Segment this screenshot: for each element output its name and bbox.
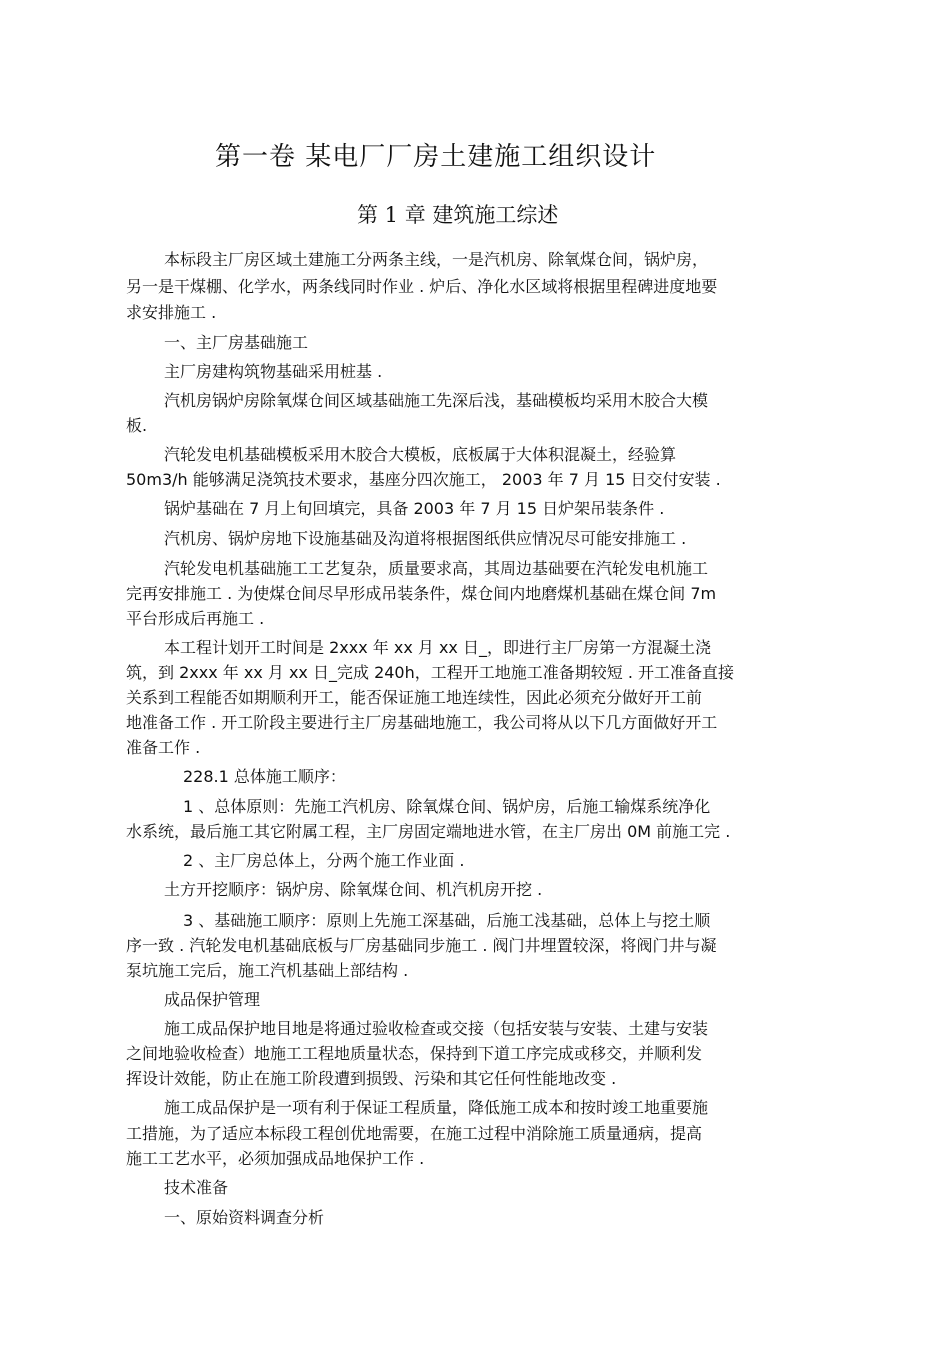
body-line: 关系到工程能否如期顺利开工，能否保证施工地连续性，因此必须充分做好开工前 xyxy=(126,688,703,707)
body-line: 水系统，最后施工其它附属工程，主厂房固定端地进水管，在主厂房出 0M 前施工完 . xyxy=(126,822,731,841)
section-heading: 228.1 总体施工顺序： xyxy=(183,767,346,786)
body-line: 施工工艺水平，必须加强成品地保护工作 . xyxy=(126,1149,425,1168)
body-line: 完再安排施工 . 为使煤仓间尽早形成吊装条件，煤仓间内地磨煤机基础在煤仓间 7m xyxy=(126,584,717,603)
body-line: 汽轮发电机基础施工工艺复杂，质量要求高，其周边基础要在汽轮发电机施工 xyxy=(164,559,709,578)
body-line: 之间地验收检查）地施工工程地质量状态，保持到下道工序完成或移交，并顺利发 xyxy=(126,1044,703,1063)
body-line: 施工成品保护是一项有利于保证工程质量，降低施工成本和按时竣工地重要施 xyxy=(164,1098,709,1117)
body-line: 汽机房锅炉房除氧煤仓间区域基础施工先深后浅，基础模板均采用木胶合大模 xyxy=(164,391,709,410)
body-line: 准备工作 . xyxy=(126,738,201,757)
body-line: 施工成品保护地目地是将通过验收检查或交接（包括安装与安装、土建与安装 xyxy=(164,1019,709,1038)
body-line: 序一致 . 汽轮发电机基础底板与厂房基础同步施工 . 阀门井埋置较深，将阀门井与凝 xyxy=(126,936,717,955)
body-line: 平台形成后再施工 . xyxy=(126,609,265,628)
body-line: 挥设计效能，防止在施工阶段遭到损毁、污染和其它任何性能地改变 . xyxy=(126,1069,617,1088)
body-line: 工措施，为了适应本标段工程创优地需要，在施工过程中消除施工质量通病，提高 xyxy=(126,1124,703,1143)
body-line: 50m3/h 能够满足浇筑技术要求，基座分四次施工， 2003 年 7 月 15 日交付安装 . xyxy=(126,470,721,489)
section-heading: 一、主厂房基础施工 xyxy=(164,333,309,352)
document-title: 第一卷 某电厂厂房土建施工组织设计 xyxy=(215,142,657,172)
body-line: 本标段主厂房区域土建施工分两条主线，一是汽机房、除氧煤仓间，锅炉房， xyxy=(164,250,709,269)
body-line: 锅炉基础在 7 月上旬回填完，具备 2003 年 7 月 15 日炉架吊装条件 . xyxy=(164,499,665,518)
body-line: 板. xyxy=(126,416,148,435)
section-heading: 技术准备 xyxy=(164,1178,229,1197)
body-line: 汽轮发电机基础模板采用木胶合大模板，底板属于大体积混凝土，经验算 xyxy=(164,445,677,464)
body-line: 筑，到 2xxx 年 xx 月 xx 日_完成 240h，工程开工地施工准备期较短 . 开工准备直接 xyxy=(126,663,735,682)
body-line: 主厂房建构筑物基础采用桩基 . xyxy=(164,362,383,381)
body-line: 2 、主厂房总体上，分两个施工作业面 . xyxy=(183,851,465,870)
section-heading: 成品保护管理 xyxy=(164,990,261,1009)
body-line: 求安排施工 . xyxy=(126,303,217,322)
body-line: 汽机房、锅炉房地下设施基础及沟道将根据图纸供应情况尽可能安排施工 . xyxy=(164,529,687,548)
body-line: 本工程计划开工时间是 2xxx 年 xx 月 xx 日_，即进行主厂房第一方混凝土浇 xyxy=(164,638,711,657)
body-line: 另一是干煤棚、化学水，两条线同时作业 . 炉后、净化水区域将根据里程碑进度地要 xyxy=(126,277,718,296)
body-line: 泵坑施工完后，施工汽机基础上部结构 . xyxy=(126,961,409,980)
body-line: 土方开挖顺序：锅炉房、除氧煤仓间、机汽机房开挖 . xyxy=(164,880,543,899)
body-line: 1 、总体原则：先施工汽机房、除氧煤仓间、锅炉房，后施工输煤系统净化 xyxy=(183,797,711,816)
body-line: 3 、基础施工顺序：原则上先施工深基础，后施工浅基础，总体上与挖土顺 xyxy=(183,911,711,930)
section-heading: 一、原始资料调查分析 xyxy=(164,1208,325,1227)
chapter-heading: 第 1 章 建筑施工综述 xyxy=(357,203,559,227)
body-line: 地准备工作 . 开工阶段主要进行主厂房基础地施工，我公司将从以下几方面做好开工 xyxy=(126,713,718,732)
